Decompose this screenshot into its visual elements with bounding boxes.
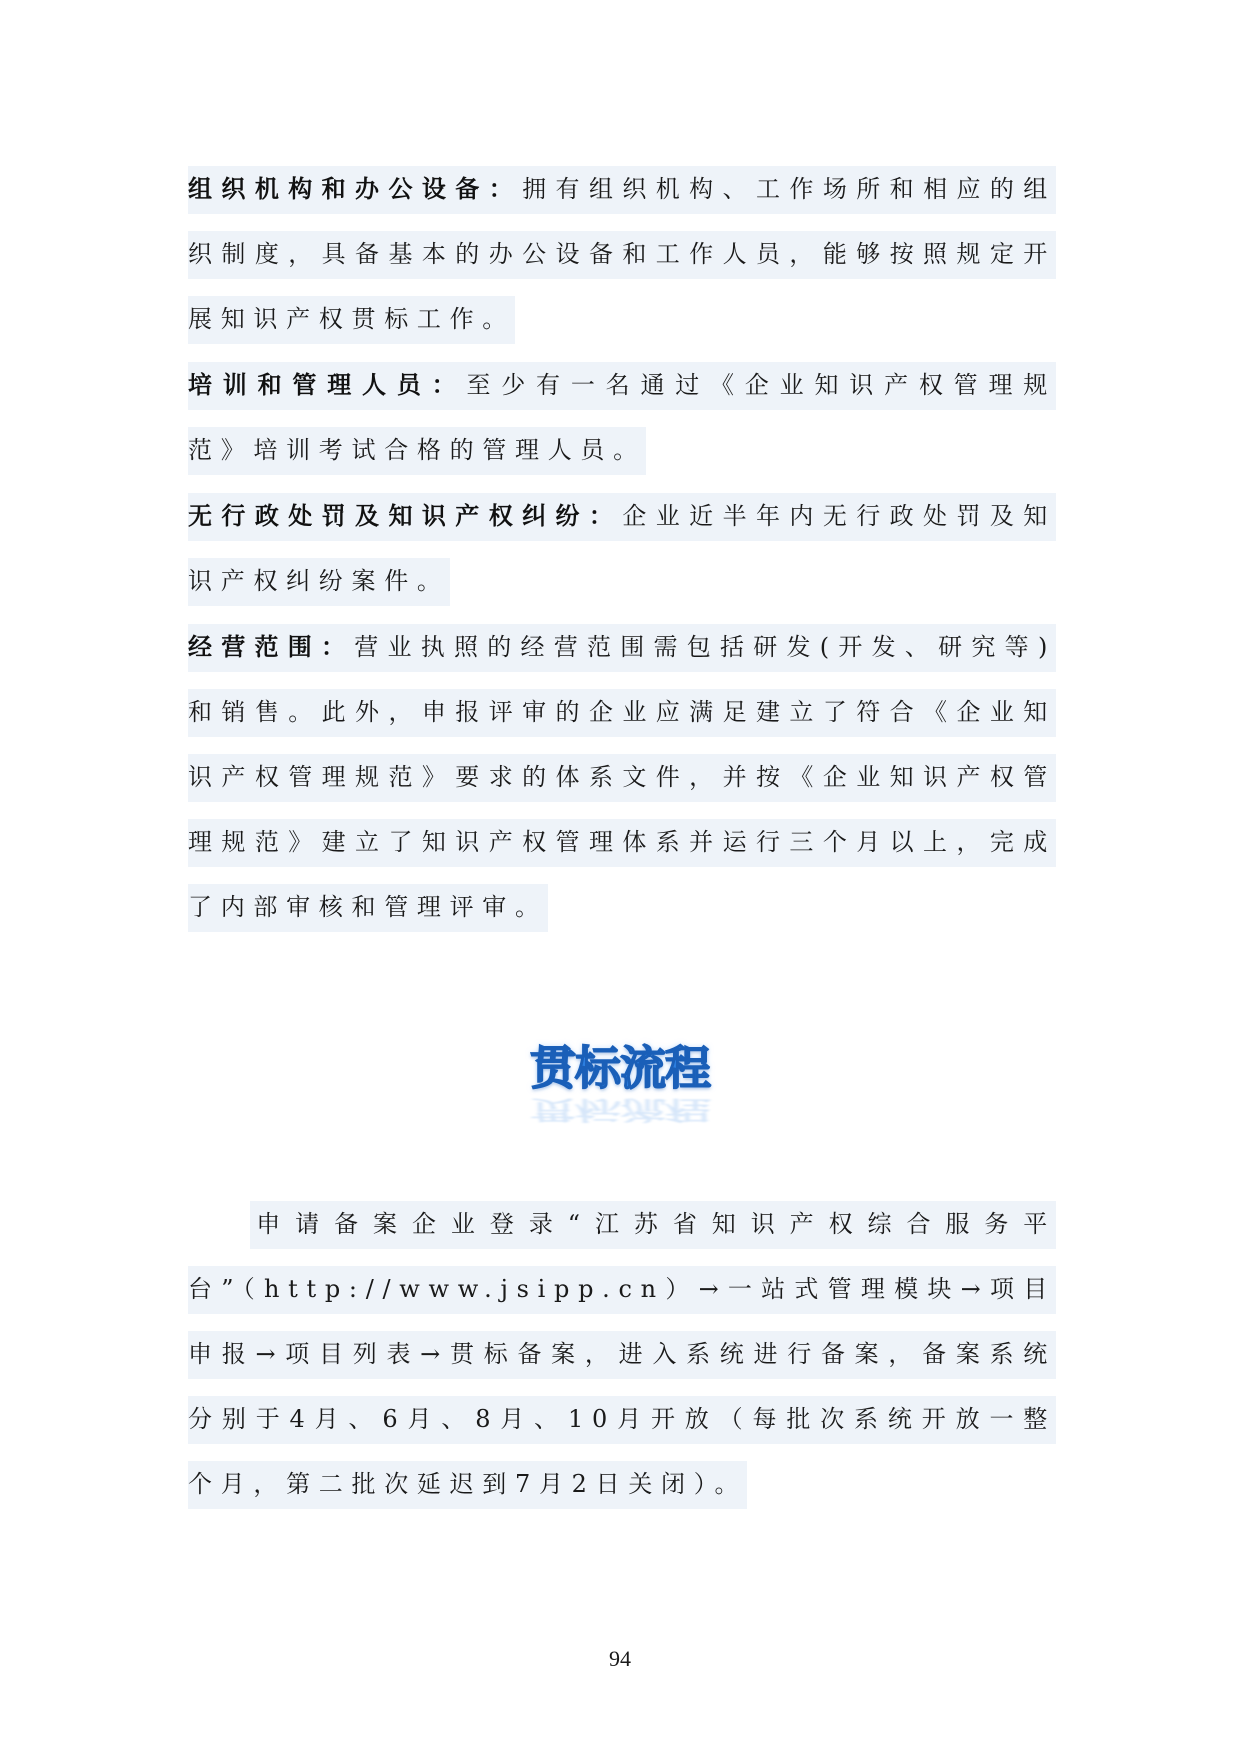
section-heading: 贯标流程 (530, 1041, 710, 1095)
section-heading-block (0, 1040, 1240, 1130)
requirement-text: 营业执照的经营范围需包括研发(开发、研究等)和销售。此外，申报评审的企业应满足建立了符合《企业知识产权管理规范》要求的体系文件，并按《企业知识产权管理规范》建立了知识产权管理体系并运行三个月以上，完成了内部审核和管理评审。 (188, 633, 1057, 921)
process-paragraph (188, 1192, 1056, 1517)
requirement-term: 培训和管理人员： (188, 370, 467, 399)
requirement-term: 经营范围： (188, 632, 355, 661)
requirement-text: 企业近半年内无行政处罚及知识产权纠纷案件。 (188, 502, 1056, 595)
process-section (188, 1192, 1056, 1517)
requirement-org-equipment (188, 156, 1056, 352)
requirement-text: 拥有组织机构、工作场所和相应的组织制度，具备基本的办公设备和工作人员，能够按照规定开展知识产权贯标工作。 (188, 175, 1057, 333)
process-text: 申请备案企业登录“江苏省知识产权综合服务平台”（http://www.jsipp.cn）→一站式管理模块→项目申报→项目列表→贯标备案，进入系统进行备案，备案系统分别于4月、6月、8月、10月开放（每批次系统开放一整个月，第二批次延迟到7月2日关闭）。 (188, 1201, 1056, 1509)
requirement-term: 组织机构和办公设备： (188, 174, 523, 203)
requirements-section (188, 156, 1056, 940)
requirement-training-staff (188, 352, 1056, 483)
requirement-text: 至少有一名通过《企业知识产权管理规范》培训考试合格的管理人员。 (188, 371, 1056, 464)
requirement-business-scope (188, 614, 1056, 940)
requirement-term: 无行政处罚及知识产权纠纷： (188, 501, 623, 530)
page-number: 94 (609, 1646, 631, 1671)
section-heading-reflection: 贯标流程 (530, 1095, 710, 1125)
requirement-no-penalty (188, 483, 1056, 614)
